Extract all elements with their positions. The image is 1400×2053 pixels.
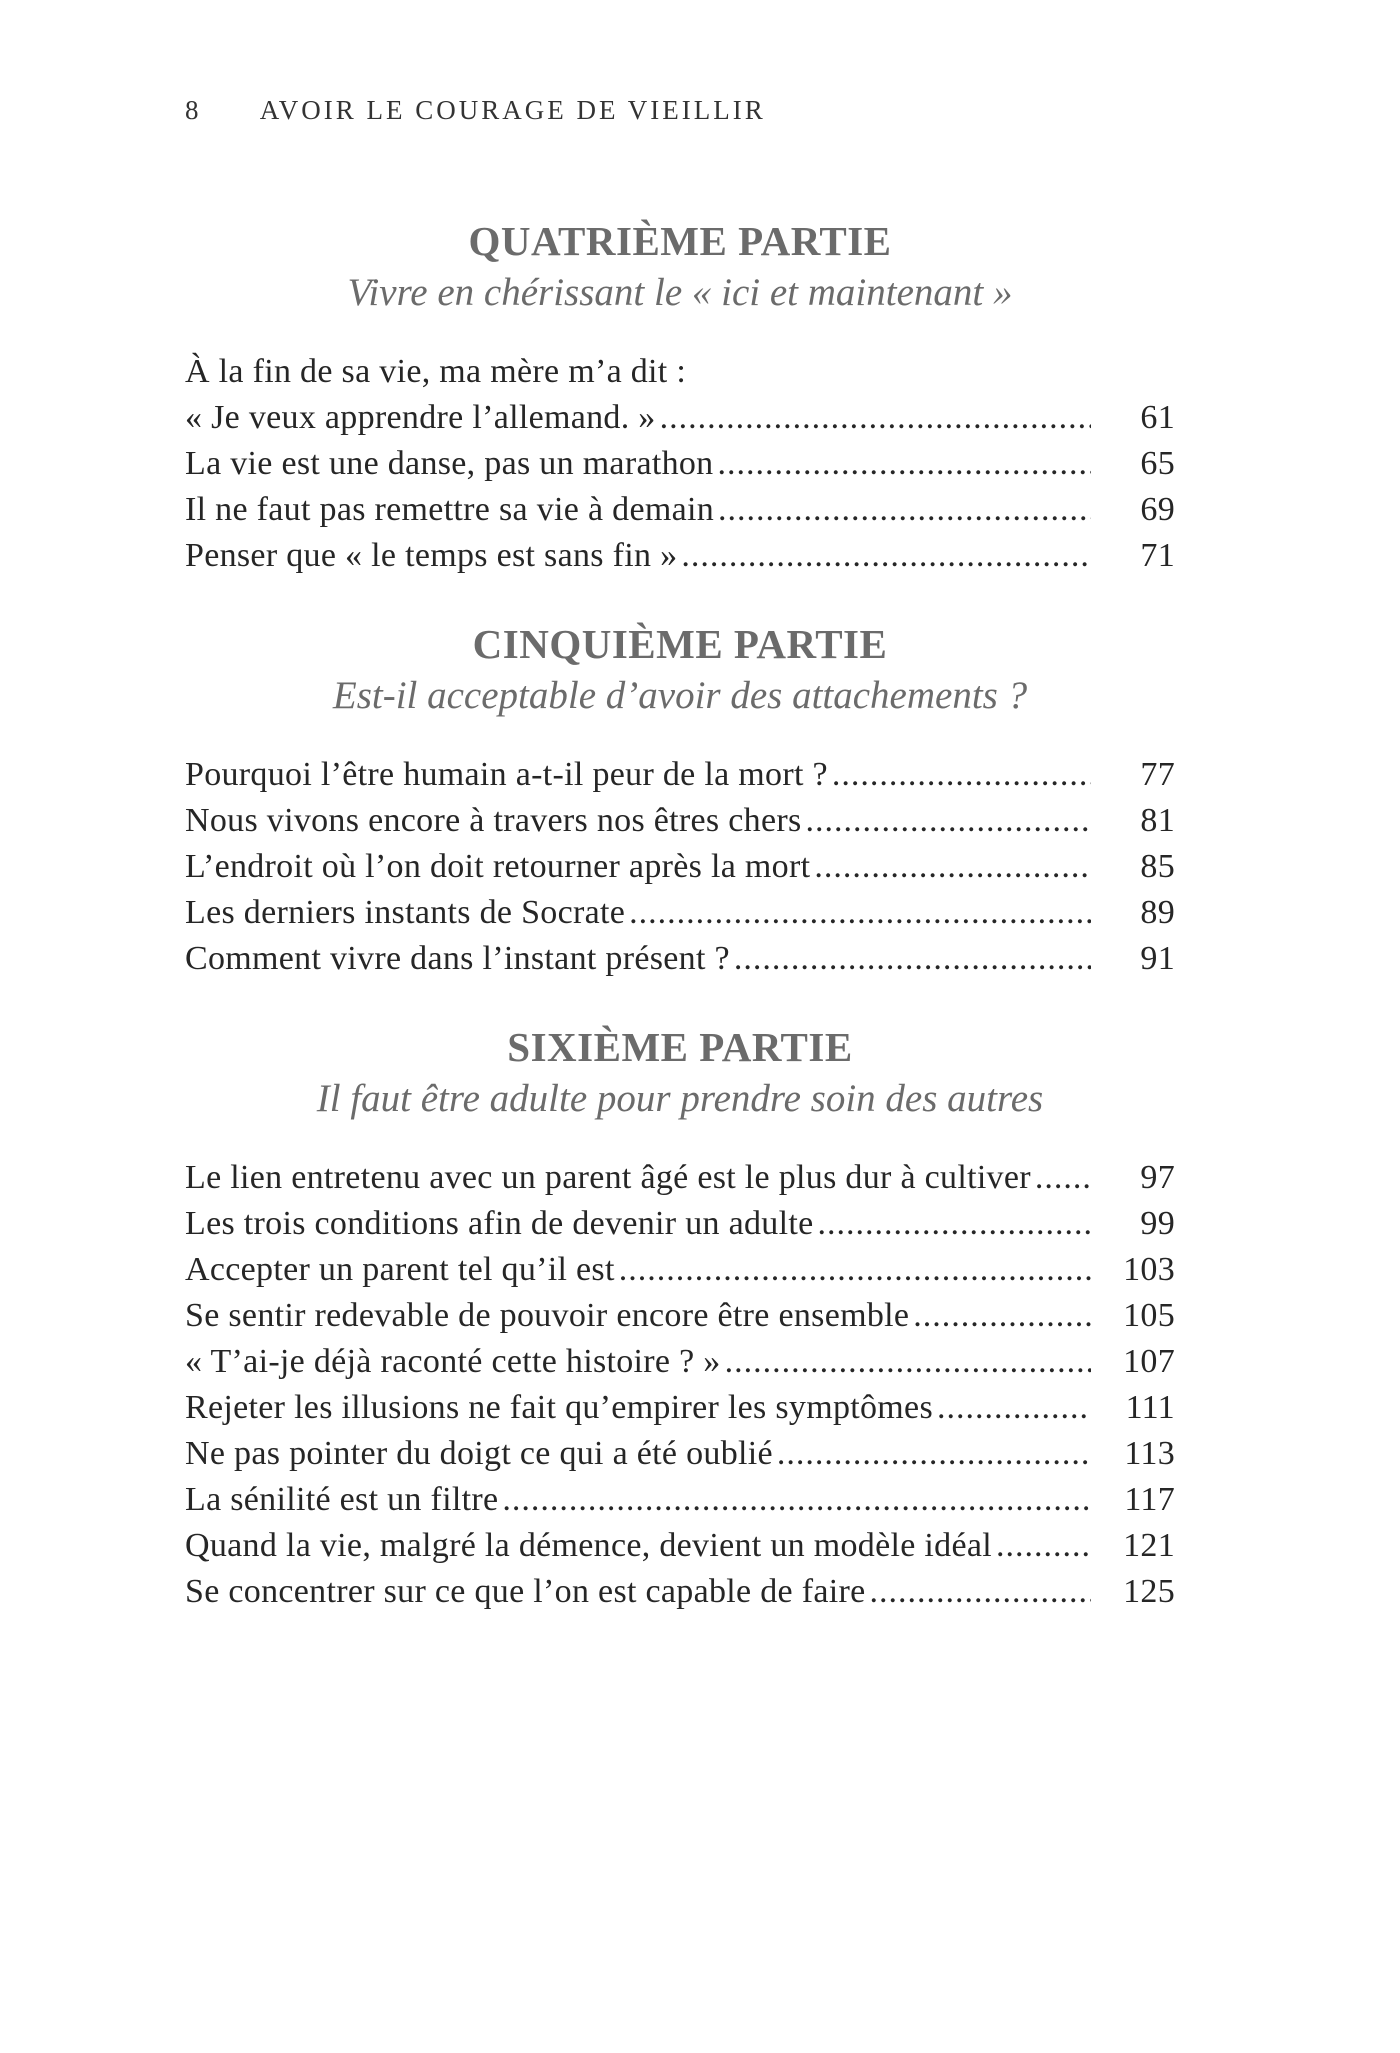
toc-section-quatrieme-partie <box>185 215 1175 579</box>
toc-entry-title: Il ne faut pas remettre sa vie à demain <box>185 491 715 528</box>
toc-page-number: 99 <box>1140 1205 1175 1242</box>
dot-leader <box>629 890 1091 936</box>
dot-leader <box>734 936 1091 982</box>
dot-leader <box>660 395 1091 441</box>
toc-page-number: 113 <box>1124 1435 1175 1472</box>
dot-leader <box>777 1431 1091 1477</box>
dot-leader <box>1035 1155 1091 1201</box>
toc-entry-title: Le lien entretenu avec un parent âgé est le plus dur à cultiver <box>185 1159 1031 1196</box>
toc-entry-title: Pourquoi l’être humain a-t-il peur de la mort ? <box>185 756 828 793</box>
dot-leader <box>806 798 1091 844</box>
part-title: CINQUIÈME PARTIE <box>472 621 888 667</box>
toc-page-number: 111 <box>1125 1389 1175 1426</box>
page-number: 8 <box>185 95 202 125</box>
book-title: AVOIR LE COURAGE DE VIEILLIR <box>259 95 766 125</box>
toc-page-number: 121 <box>1123 1527 1175 1564</box>
dot-leader <box>996 1523 1091 1569</box>
dot-leader <box>725 1339 1091 1385</box>
toc-entry[interactable] <box>185 1385 1175 1431</box>
toc-page-number: 77 <box>1140 756 1175 793</box>
toc-entry-title: L’endroit où l’on doit retourner après la mort <box>185 848 811 885</box>
toc-entry-title: La sénilité est un filtre <box>185 1481 499 1518</box>
toc-entry-title: Comment vivre dans l’instant présent ? <box>185 940 730 977</box>
part-subtitle: Est-il acceptable d’avoir des attachements ? <box>332 674 1028 717</box>
toc-page-number: 81 <box>1140 802 1175 839</box>
toc-entry[interactable] <box>185 1293 1175 1339</box>
toc-page-number: 103 <box>1123 1251 1175 1288</box>
dot-leader <box>718 441 1092 487</box>
dot-leader <box>814 844 1091 890</box>
dot-leader <box>870 1569 1092 1615</box>
part-subtitle: Vivre en chérissant le « ici et maintenant » <box>347 271 1013 314</box>
toc-entry[interactable] <box>185 441 1175 487</box>
dot-leader <box>913 1293 1091 1339</box>
toc-entry[interactable] <box>185 936 1175 982</box>
part-title: SIXIÈME PARTIE <box>507 1024 853 1070</box>
toc-entry[interactable] <box>185 1569 1175 1615</box>
running-head <box>185 95 766 126</box>
toc-page-number: 105 <box>1123 1297 1175 1334</box>
dot-leader <box>832 752 1091 798</box>
toc-entry-title: « Je veux apprendre l’allemand. » <box>185 399 656 436</box>
toc-entry-title: Accepter un parent tel qu’il est <box>185 1251 615 1288</box>
toc-entry-title: Se sentir redevable de pouvoir encore être ensemble <box>185 1297 910 1334</box>
toc-entry[interactable] <box>185 1339 1175 1385</box>
toc-page-number: 85 <box>1140 848 1175 885</box>
toc-entry[interactable] <box>185 1523 1175 1569</box>
toc-entry[interactable] <box>185 844 1175 890</box>
toc-section-cinquieme-partie <box>185 618 1175 982</box>
toc-section-sixieme-partie <box>185 1021 1175 1615</box>
toc-entry[interactable] <box>185 395 1175 441</box>
part-title: QUATRIÈME PARTIE <box>468 218 892 264</box>
toc-entry-title: La vie est une danse, pas un marathon <box>185 445 714 482</box>
toc-page-number: 65 <box>1140 445 1175 482</box>
toc-entry-title: Rejeter les illusions ne fait qu’empirer les symptômes <box>185 1389 933 1426</box>
toc-entry-title: Se concentrer sur ce que l’on est capable de faire <box>185 1573 866 1610</box>
toc-entry-title: À la fin de sa vie, ma mère m’a dit : <box>185 353 687 390</box>
dot-leader <box>502 1477 1091 1523</box>
toc-entry[interactable] <box>185 1431 1175 1477</box>
toc-page-number: 71 <box>1140 537 1175 574</box>
dot-leader <box>718 487 1091 533</box>
toc-entry[interactable] <box>185 890 1175 936</box>
toc-entry-title: Ne pas pointer du doigt ce qui a été oublié <box>185 1435 773 1472</box>
dot-leader <box>937 1385 1091 1431</box>
toc-entry[interactable] <box>185 1247 1175 1293</box>
dot-leader <box>619 1247 1091 1293</box>
toc-entry[interactable] <box>185 1201 1175 1247</box>
toc-entry[interactable] <box>185 349 1175 395</box>
toc-page-number: 69 <box>1140 491 1175 528</box>
toc-page-number: 107 <box>1123 1343 1175 1380</box>
dot-leader <box>681 533 1091 579</box>
toc-entry[interactable] <box>185 798 1175 844</box>
toc-entry-title: Les derniers instants de Socrate <box>185 894 626 931</box>
toc-entry[interactable] <box>185 752 1175 798</box>
toc-entry[interactable] <box>185 533 1175 579</box>
toc-entry-title: Penser que « le temps est sans fin » <box>185 537 678 574</box>
toc-page-number: 91 <box>1140 940 1175 977</box>
toc-page-number: 125 <box>1123 1573 1175 1610</box>
toc-entry-title: Les trois conditions afin de devenir un adulte <box>185 1205 814 1242</box>
toc-entry[interactable] <box>185 1155 1175 1201</box>
toc-entry-title: « T’ai-je déjà raconté cette histoire ? » <box>185 1343 721 1380</box>
toc-page-number: 61 <box>1140 399 1175 436</box>
toc-entry-title: Quand la vie, malgré la démence, devient un modèle idéal <box>185 1527 992 1564</box>
toc-entry-title: Nous vivons encore à travers nos êtres chers <box>185 802 802 839</box>
toc-entry[interactable] <box>185 487 1175 533</box>
toc-page-number: 97 <box>1140 1159 1175 1196</box>
toc-page-number: 89 <box>1140 894 1175 931</box>
toc-page-number: 117 <box>1124 1481 1175 1518</box>
dot-leader <box>817 1201 1091 1247</box>
part-subtitle: Il faut être adulte pour prendre soin des autres <box>316 1077 1044 1120</box>
toc-entry[interactable] <box>185 1477 1175 1523</box>
